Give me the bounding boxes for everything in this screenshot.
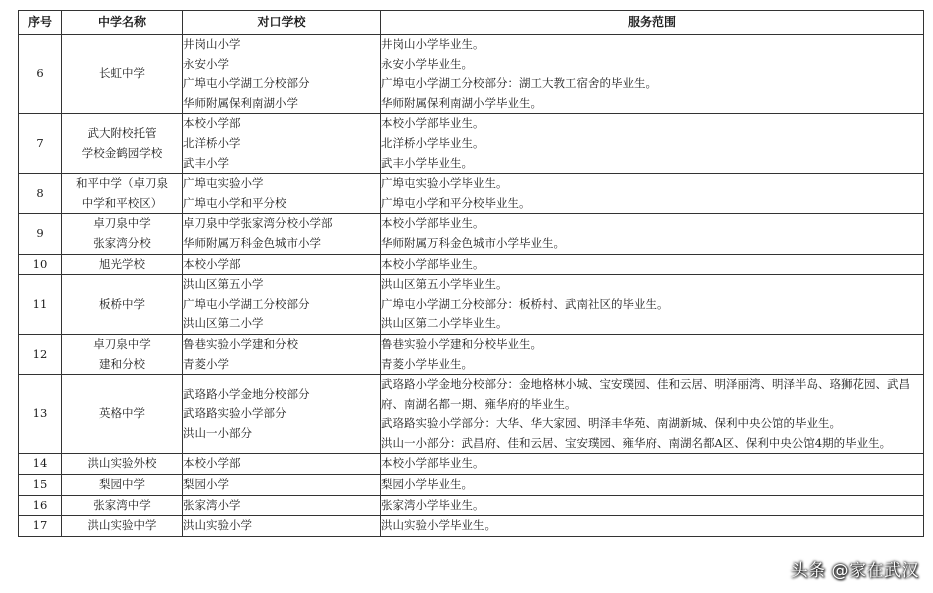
- row-number: 7: [19, 114, 62, 174]
- row-number: 17: [19, 516, 62, 537]
- service-scope-line: 洪山区第五小学毕业生。: [381, 277, 508, 292]
- middle-school-name: [62, 495, 183, 516]
- header-no: 序号: [19, 11, 62, 35]
- middle-school-name: [62, 516, 183, 537]
- row-number: 9: [19, 214, 62, 254]
- middle-school-name: [62, 454, 183, 475]
- middle-school-name-line: 学校金鹤园学校: [81, 145, 163, 160]
- feeder-schools-line: 洪山区第二小学: [183, 316, 264, 331]
- service-scope-line: 井岗山小学毕业生。: [381, 37, 485, 51]
- service-scope-line: 广埠屯小学湖工分校部分：湖工大教工宿舍的毕业生。: [381, 76, 657, 91]
- service-scope: [381, 254, 924, 275]
- feeder-schools-line: 华师附属保利南湖小学: [183, 95, 298, 110]
- service-scope: [381, 35, 924, 114]
- table-row: [19, 475, 924, 496]
- feeder-schools-line: 广埠屯实验小学: [183, 176, 264, 191]
- service-scope: [381, 334, 924, 374]
- middle-school-name: [62, 174, 183, 214]
- service-scope-line: 武丰小学毕业生。: [381, 155, 473, 170]
- feeder-schools-line: 本校小学部: [183, 456, 241, 471]
- feeder-schools-line: 本校小学部: [183, 116, 241, 131]
- table-header-row: [19, 11, 924, 35]
- feeder-schools: [183, 254, 381, 275]
- service-scope-line: 本校小学部毕业生。: [381, 216, 485, 231]
- feeder-schools: [183, 174, 381, 214]
- middle-school-name-line: 洪山实验中学: [87, 518, 157, 533]
- table-row: [19, 114, 924, 174]
- service-scope: [381, 114, 924, 174]
- row-number: 12: [19, 334, 62, 374]
- table-row: [19, 214, 924, 254]
- middle-school-name-line: 卓刀泉中学: [93, 336, 151, 351]
- middle-school-name: [62, 254, 183, 275]
- service-scope-line: 广埠屯小学湖工分校部分：板桥村、武南社区的毕业生。: [381, 296, 669, 311]
- middle-school-name: [62, 275, 183, 335]
- service-scope: [381, 214, 924, 254]
- table-row: [19, 454, 924, 475]
- feeder-schools: [183, 375, 381, 454]
- middle-school-name-line: 和平中学（卓刀泉: [76, 176, 168, 191]
- table-row: [19, 516, 924, 537]
- feeder-schools: [183, 35, 381, 114]
- middle-school-name-line: 长虹中学: [99, 66, 145, 81]
- service-scope-line: 北洋桥小学毕业生。: [381, 135, 485, 150]
- middle-school-name-line: 旭光学校: [99, 256, 145, 271]
- service-scope-line: 洪山实验小学毕业生。: [381, 518, 496, 533]
- middle-school-name-line: 武大附校托管: [87, 126, 157, 141]
- middle-school-name: [62, 214, 183, 254]
- watermark: 头条 @家在武汉: [790, 561, 919, 581]
- feeder-schools-line: 张家湾小学: [183, 497, 241, 512]
- feeder-schools: [183, 454, 381, 475]
- school-district-table: [18, 10, 924, 537]
- middle-school-name-line: 卓刀泉中学: [93, 216, 151, 231]
- feeder-schools: [183, 495, 381, 516]
- feeder-schools-line: 广埠屯小学和平分校: [183, 195, 287, 210]
- feeder-schools-line: 洪山区第五小学: [183, 277, 264, 292]
- header-school-name: 中学名称: [62, 11, 183, 35]
- middle-school-name-line: 洪山实验外校: [87, 456, 157, 471]
- service-scope-line: 洪山一小部分：武昌府、佳和云居、宝安璞园、雍华府、南湖名都A区、保利中央公馆4期的毕业生。: [381, 435, 892, 450]
- row-number: 16: [19, 495, 62, 516]
- row-number: 10: [19, 254, 62, 275]
- service-scope-line: 本校小学部毕业生。: [381, 256, 485, 271]
- feeder-schools-line: 北洋桥小学: [183, 135, 241, 150]
- service-scope-line: 张家湾小学毕业生。: [381, 497, 485, 512]
- feeder-schools-line: 武丰小学: [183, 155, 229, 170]
- middle-school-name: [62, 35, 183, 114]
- feeder-schools-line: 青菱小学: [183, 356, 229, 371]
- service-scope-line: 武珞路小学金地分校部分：金地格林小城、宝安璞园、佳和云居、明泽丽湾、明泽半岛、珞狮花园、武昌府、南湖名都一期、雍华府的毕业生。: [381, 377, 910, 411]
- service-scope-line: 本校小学部毕业生。: [381, 116, 485, 131]
- feeder-schools-line: 武珞路小学金地分校部分: [183, 386, 310, 401]
- row-number: 13: [19, 375, 62, 454]
- service-scope-line: 广埠屯小学和平分校毕业生。: [381, 195, 531, 210]
- service-scope-line: 青菱小学毕业生。: [381, 356, 473, 371]
- row-number: 6: [19, 35, 62, 114]
- feeder-schools-line: 永安小学: [183, 56, 229, 71]
- feeder-schools: [183, 475, 381, 496]
- middle-school-name-line: 张家湾中学: [93, 497, 151, 512]
- service-scope-line: 广埠屯实验小学毕业生。: [381, 176, 508, 191]
- service-scope: [381, 516, 924, 537]
- feeder-schools-line: 华师附属万科金色城市小学: [183, 235, 321, 250]
- feeder-schools-line: 广埠屯小学湖工分校部分: [183, 296, 310, 311]
- table-row: [19, 35, 924, 114]
- service-scope: [381, 475, 924, 496]
- middle-school-name-line: 梨园中学: [99, 477, 145, 492]
- service-scope-line: 梨园小学毕业生。: [381, 477, 473, 492]
- middle-school-name: [62, 475, 183, 496]
- row-number: 14: [19, 454, 62, 475]
- feeder-schools-line: 武珞路实验小学部分: [183, 406, 287, 421]
- middle-school-name-line: 英格中学: [99, 406, 145, 421]
- service-scope-line: 武珞路实验小学部分：大华、华大家园、明泽丰华苑、南湖新城、保利中央公馆的毕业生。: [381, 416, 841, 431]
- feeder-schools: [183, 114, 381, 174]
- middle-school-name: [62, 334, 183, 374]
- row-number: 8: [19, 174, 62, 214]
- feeder-schools: [183, 516, 381, 537]
- table-row: [19, 495, 924, 516]
- row-number: 11: [19, 275, 62, 335]
- header-service-scope: 服务范围: [381, 11, 924, 35]
- feeder-schools-line: 洪山一小部分: [183, 426, 252, 441]
- middle-school-name: [62, 375, 183, 454]
- service-scope: [381, 375, 924, 454]
- middle-school-name-line: 板桥中学: [99, 296, 145, 311]
- table-row: [19, 375, 924, 454]
- table-row: [19, 334, 924, 374]
- middle-school-name-line: 中学和平校区）: [81, 195, 163, 210]
- service-scope-line: 洪山区第二小学毕业生。: [381, 316, 508, 331]
- middle-school-name: [62, 114, 183, 174]
- table-row: [19, 174, 924, 214]
- service-scope: [381, 454, 924, 475]
- feeder-schools-line: 广埠屯小学湖工分校部分: [183, 76, 310, 91]
- service-scope-line: 华师附属万科金色城市小学毕业生。: [381, 235, 565, 250]
- feeder-schools-line: 梨园小学: [183, 477, 229, 492]
- feeder-schools-line: 井岗山小学: [183, 37, 241, 51]
- table-row: [19, 275, 924, 335]
- feeder-schools: [183, 275, 381, 335]
- feeder-schools-line: 卓刀泉中学张家湾分校小学部: [183, 216, 333, 231]
- feeder-schools-line: 鲁巷实验小学建和分校: [183, 336, 298, 351]
- middle-school-name-line: 建和分校: [99, 356, 145, 371]
- service-scope: [381, 174, 924, 214]
- feeder-schools: [183, 214, 381, 254]
- feeder-schools: [183, 334, 381, 374]
- table-row: [19, 254, 924, 275]
- service-scope-line: 鲁巷实验小学建和分校毕业生。: [381, 336, 542, 351]
- service-scope-line: 华师附属保利南湖小学毕业生。: [381, 95, 542, 110]
- row-number: 15: [19, 475, 62, 496]
- middle-school-name-line: 张家湾分校: [93, 235, 151, 250]
- service-scope: [381, 495, 924, 516]
- feeder-schools-line: 洪山实验小学: [183, 518, 252, 533]
- service-scope: [381, 275, 924, 335]
- feeder-schools-line: 本校小学部: [183, 256, 241, 271]
- service-scope-line: 永安小学毕业生。: [381, 56, 473, 71]
- service-scope-line: 本校小学部毕业生。: [381, 456, 485, 471]
- header-feeder-schools: 对口学校: [183, 11, 381, 35]
